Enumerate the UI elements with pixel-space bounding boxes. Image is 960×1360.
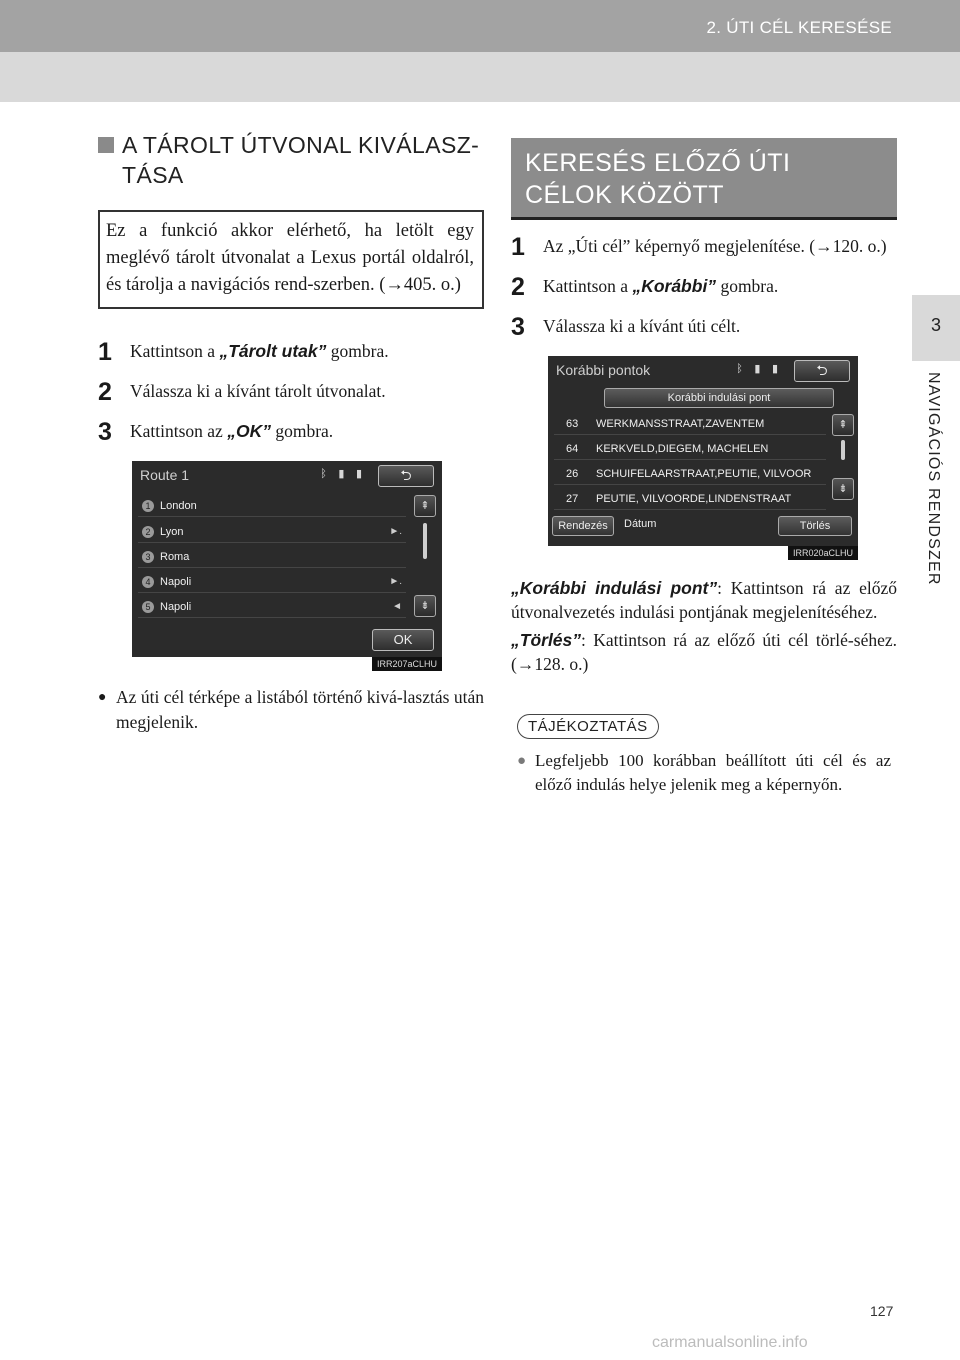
left-column <box>98 130 484 735</box>
back-button[interactable]: ⮌ <box>378 465 434 487</box>
step-2 <box>98 379 484 405</box>
step-number: 1 <box>511 233 525 261</box>
step-text: Kattintson az „OK” gombra. <box>130 421 334 441</box>
step-number: 2 <box>98 378 112 406</box>
list-item-label: Napoli <box>160 576 192 588</box>
scrollbar[interactable] <box>841 440 845 460</box>
chapter-title: 2. ÚTI CÉL KERESÉSE <box>706 18 892 37</box>
bullet-note <box>98 685 484 735</box>
header-subbar <box>0 52 960 102</box>
list-item-label: SCHUIFELAARSTRAAT,PEUTIE, VILVOOR <box>596 468 812 480</box>
status-icons: ᛒ ▮ ▮ <box>736 362 782 375</box>
paragraph-delete: „Törlés”: Kattintson rá az előző úti cél törlé-séhez. (→128. o.) <box>511 630 897 674</box>
arrow-left-icon: ◄ <box>392 601 402 612</box>
right-column <box>511 138 897 797</box>
step-number: 3 <box>511 313 525 341</box>
list-item-label: London <box>160 500 197 512</box>
back-button[interactable]: ⮌ <box>794 360 850 382</box>
list-item-label: WERKMANSSTRAAT,ZAVENTEM <box>596 418 765 430</box>
step-text: Válassza ki a kívánt úti célt. <box>543 316 741 336</box>
sort-mode-label: Dátum <box>624 518 657 530</box>
step-number: 1 <box>98 338 112 366</box>
number-badge: 4 <box>142 576 154 588</box>
term-start-point: „Korábbi indulási pont” <box>511 578 718 598</box>
step-text: Kattintson a „Korábbi” gombra. <box>543 276 779 296</box>
list-item[interactable] <box>138 571 406 593</box>
flag-icon: ►. <box>389 576 402 587</box>
list-item-number: 27 <box>566 493 579 505</box>
list-item[interactable] <box>554 438 826 460</box>
screen-title: Korábbi pontok <box>556 362 651 378</box>
step-1 <box>511 234 897 260</box>
list-item[interactable] <box>554 488 826 510</box>
step-text: Az „Úti cél” képernyő megjelenítése. (→120. o.) <box>543 236 887 256</box>
list-item-label: KERKVELD,DIEGEM, MACHELEN <box>596 443 769 455</box>
page-number: 127 <box>870 1303 894 1319</box>
bullet-dot-icon: ● <box>517 753 527 769</box>
bullet-text: Az úti cél térképe a listából történő kivá-lasztás után megjelenik. <box>116 687 484 732</box>
list-item[interactable] <box>138 546 406 568</box>
info-note-text: Legfeljebb 100 korábban beállított úti cél és az előző indulás helye jelenik meg a képernyőn. <box>535 751 891 794</box>
info-box: Ez a funkció akkor elérhető, ha letölt egy meglévő tárolt útvonalat a Lexus portál oldalról, és tárolja a navigációs rend-szerben. (→405. o.) <box>98 210 484 309</box>
list-item[interactable] <box>138 495 406 517</box>
chapter-tab <box>912 295 960 361</box>
scroll-up-button[interactable]: ⇞ <box>414 495 436 517</box>
number-badge: 1 <box>142 500 154 512</box>
section-heading-text: A TÁROLT ÚTVONAL KIVÁLASZ-TÁSA <box>122 132 480 188</box>
list-item-label: Roma <box>160 551 190 563</box>
step-number: 3 <box>98 418 112 446</box>
step-1 <box>98 339 484 365</box>
list-item-label: Lyon <box>160 526 184 538</box>
square-bullet-icon <box>98 137 114 153</box>
scrollbar[interactable] <box>423 523 427 559</box>
step-3 <box>98 419 484 445</box>
list-item-number: 64 <box>566 443 579 455</box>
chapter-tab-number: 3 <box>930 315 941 335</box>
list-item[interactable] <box>138 521 406 543</box>
list-item[interactable] <box>554 413 826 435</box>
list-item-number: 26 <box>566 468 579 480</box>
number-badge: 2 <box>142 526 154 538</box>
list-item[interactable] <box>138 596 406 618</box>
list-item-label: PEUTIE, VILVOORDE,LINDENSTRAAT <box>596 493 792 505</box>
status-icons: ᛒ ▮ ▮ <box>320 467 366 480</box>
section-heading-stored-route <box>98 130 484 190</box>
chapter-side-label <box>920 372 952 612</box>
number-badge: 3 <box>142 551 154 563</box>
step-number: 2 <box>511 273 525 301</box>
ok-button[interactable]: OK <box>372 629 434 651</box>
header-bar <box>0 0 960 52</box>
sort-button[interactable]: Rendezés <box>552 516 614 536</box>
flag-icon: ►. <box>389 526 402 537</box>
list-item-number: 63 <box>566 418 579 430</box>
term-delete: „Törlés” <box>511 630 582 650</box>
route-screenshot <box>132 461 442 669</box>
watermark: carmanualsonline.info <box>652 1334 808 1351</box>
scroll-down-button[interactable]: ⇟ <box>414 595 436 617</box>
image-code: IRR207aCLHU <box>372 657 442 671</box>
scroll-up-button[interactable]: ⇞ <box>832 414 854 436</box>
screen-title: Route 1 <box>140 467 190 483</box>
section-heading-previous-destinations: KERESÉS ELŐZŐ ÚTI CÉLOK KÖZÖTT <box>511 138 897 220</box>
image-code: IRR020aCLHU <box>788 546 858 560</box>
scroll-down-button[interactable]: ⇟ <box>832 478 854 500</box>
info-note <box>517 749 891 797</box>
previous-start-point-button[interactable]: Korábbi indulási pont <box>604 388 834 408</box>
step-2 <box>511 274 897 300</box>
step-text: Válassza ki a kívánt tárolt útvonalat. <box>130 381 386 401</box>
previous-points-screenshot <box>548 356 858 558</box>
info-label: TÁJÉKOZTATÁS <box>517 714 659 739</box>
list-item[interactable] <box>554 463 826 485</box>
number-badge: 5 <box>142 601 154 613</box>
chapter-side-text: NAVIGÁCIÓS RENDSZER <box>925 372 942 586</box>
delete-button[interactable]: Törlés <box>778 516 852 536</box>
step-text: Kattintson a „Tárolt utak” gombra. <box>130 341 389 361</box>
list-item-label: Napoli <box>160 601 192 613</box>
step-3 <box>511 314 897 340</box>
bullet-dot-icon: ● <box>98 690 107 705</box>
paragraph-start-point: „Korábbi indulási pont”: Kattintson rá az előző útvonalvezetés indulási pontjának megjelenítéséhez. <box>511 578 897 622</box>
